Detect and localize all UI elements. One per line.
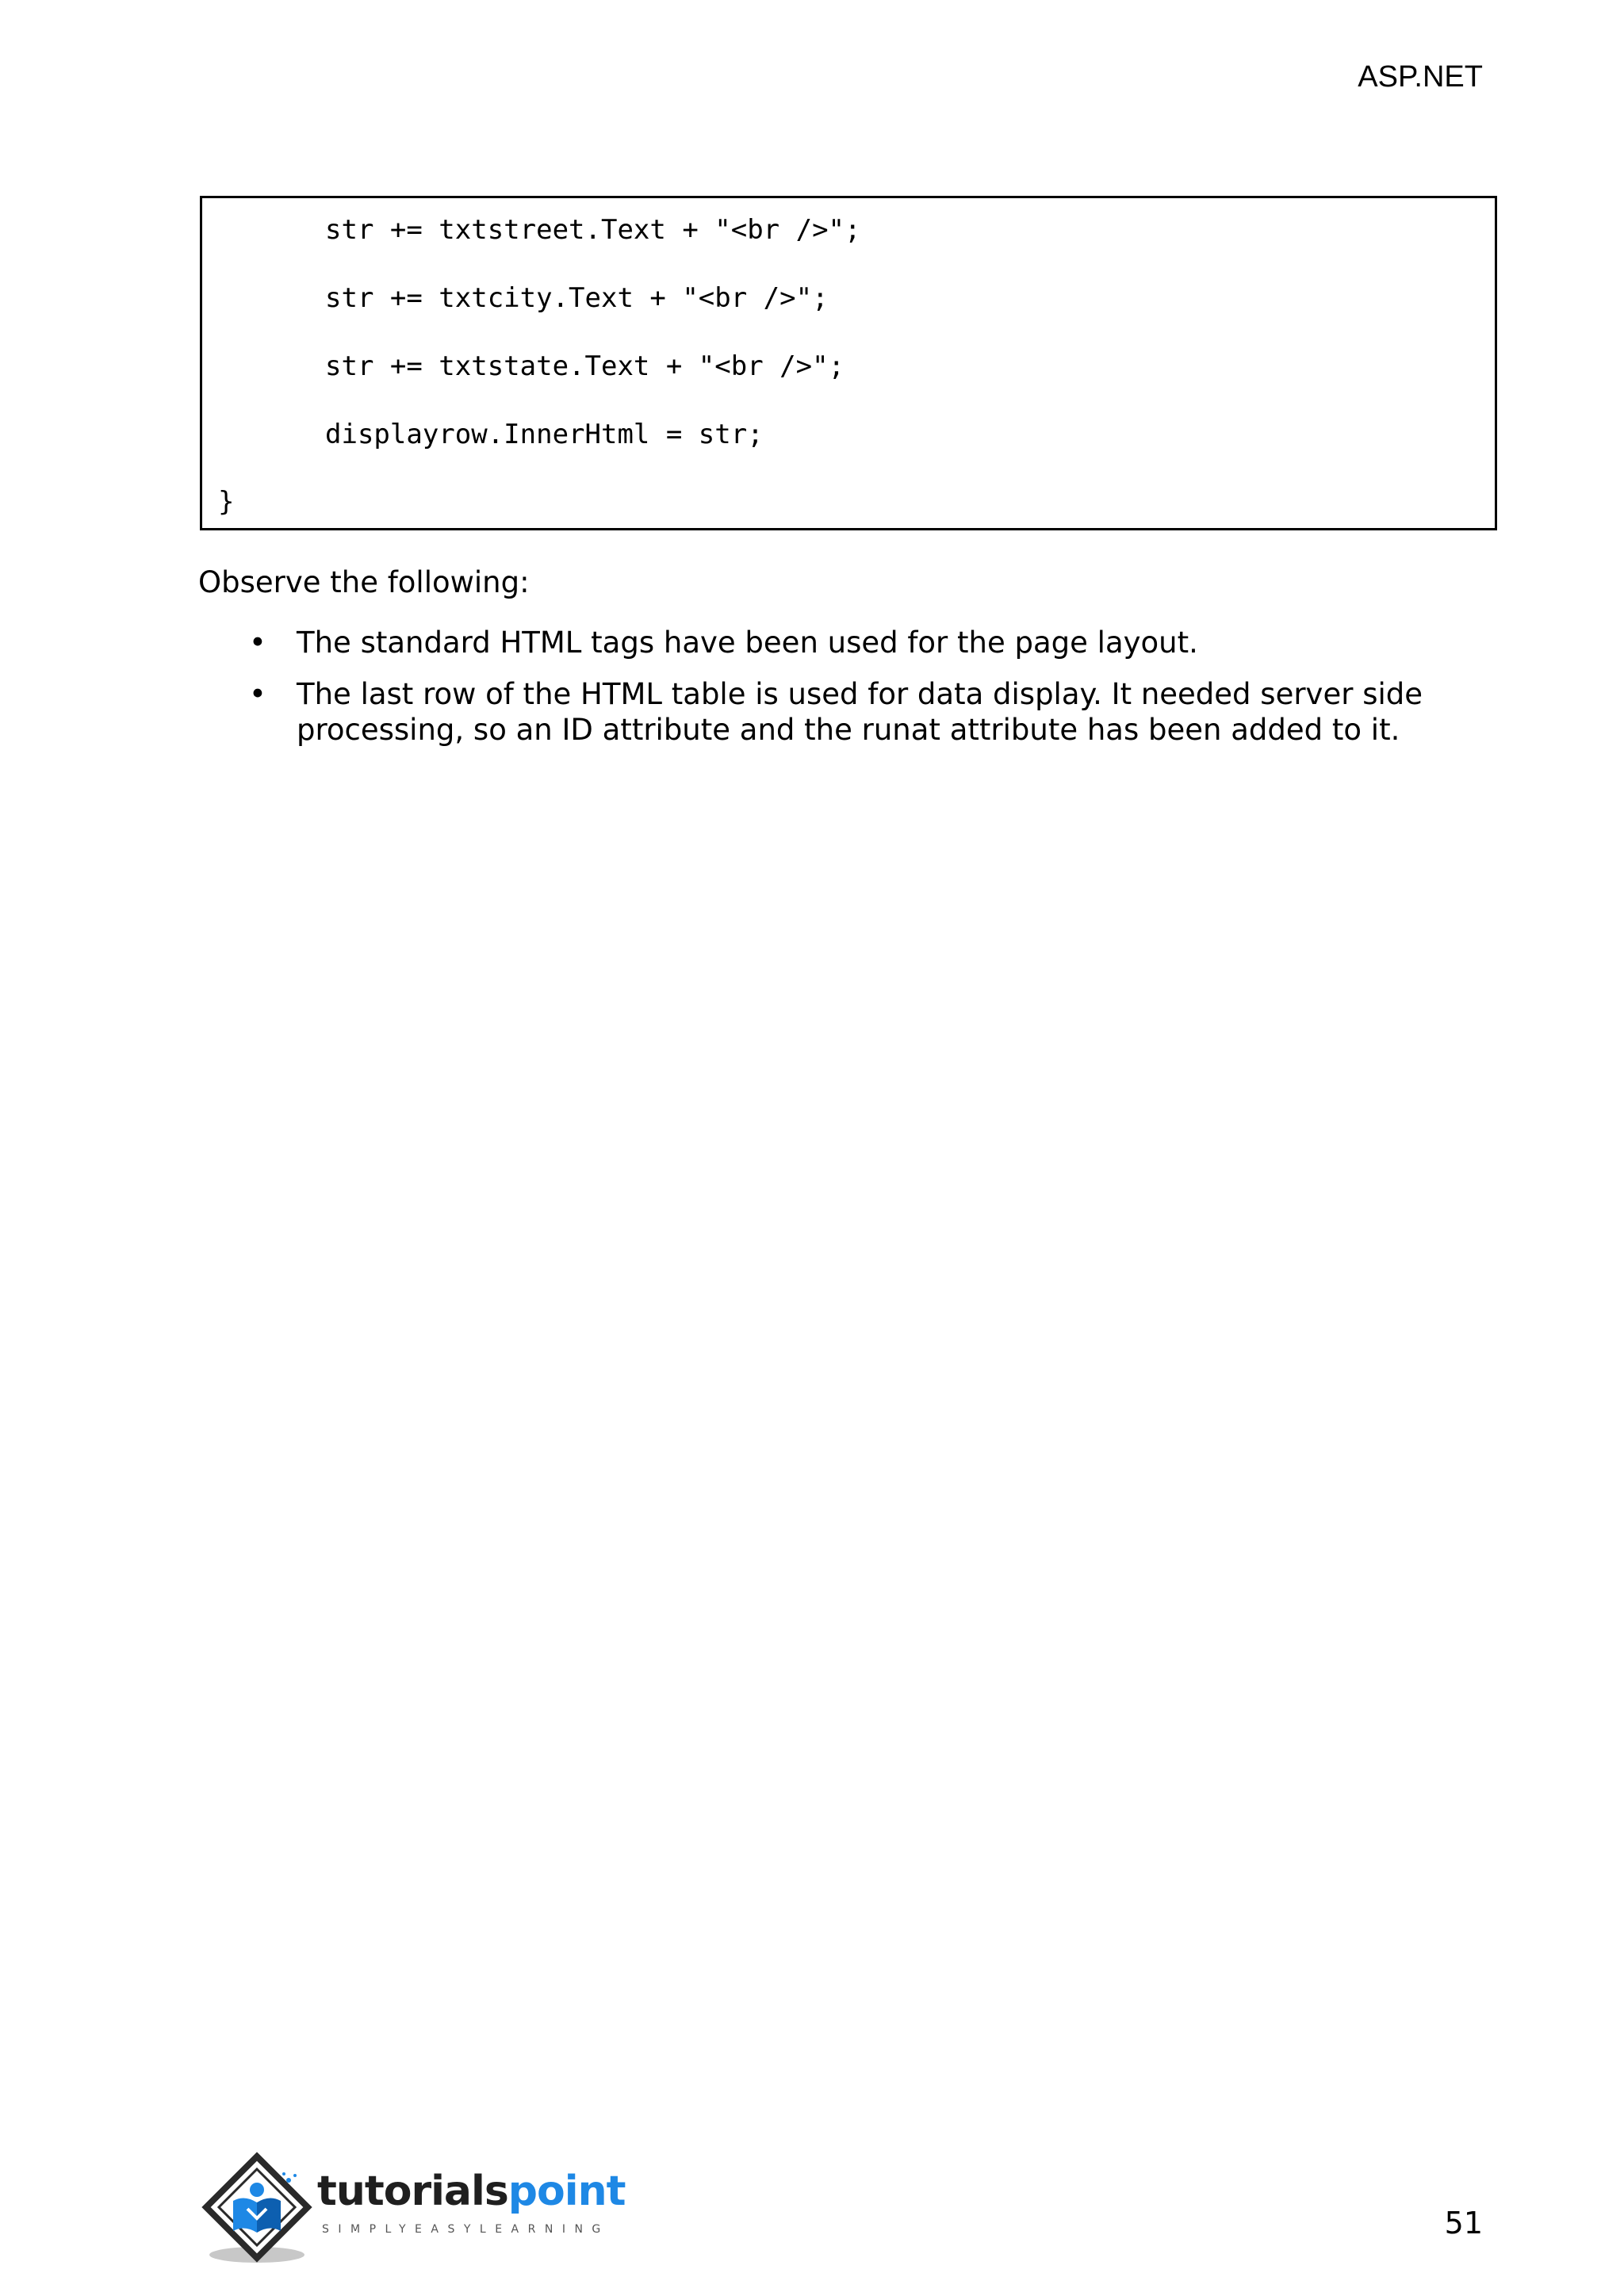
code-line: str += txtstate.Text + "<br />"; [325, 350, 845, 382]
bullet-icon: • [249, 626, 266, 660]
intro-paragraph: Observe the following: [198, 565, 530, 599]
logo-wordmark [317, 2168, 625, 2215]
code-line: displayrow.InnerHtml = str; [325, 419, 764, 450]
code-line: } [218, 486, 235, 518]
list-item [198, 625, 1499, 660]
page-number: 51 [1444, 2206, 1483, 2241]
running-header: ASP.NET [1358, 60, 1483, 94]
code-line: str += txtcity.Text + "<br />"; [325, 282, 829, 314]
list-item [198, 676, 1499, 748]
tutorialspoint-logo [198, 2150, 626, 2269]
code-line: str += txtstreet.Text + "<br />"; [325, 214, 861, 246]
list-item-text: The last row of the HTML table is used for data display. It needed server side processing, so an ID attribute and the runat attribute has been added to it. [297, 677, 1423, 747]
logo-word-tutorials: tutorials [317, 2168, 508, 2215]
logo-tagline: SIMPLYEASYLEARNING [322, 2223, 610, 2236]
logo-word-point: point [508, 2168, 626, 2215]
bullet-icon: • [249, 677, 266, 711]
bullet-list [198, 625, 1499, 763]
tutorialspoint-logo-icon [198, 2150, 317, 2269]
list-item-text: The standard HTML tags have been used for the page layout. [297, 626, 1198, 660]
code-block [200, 196, 1497, 530]
